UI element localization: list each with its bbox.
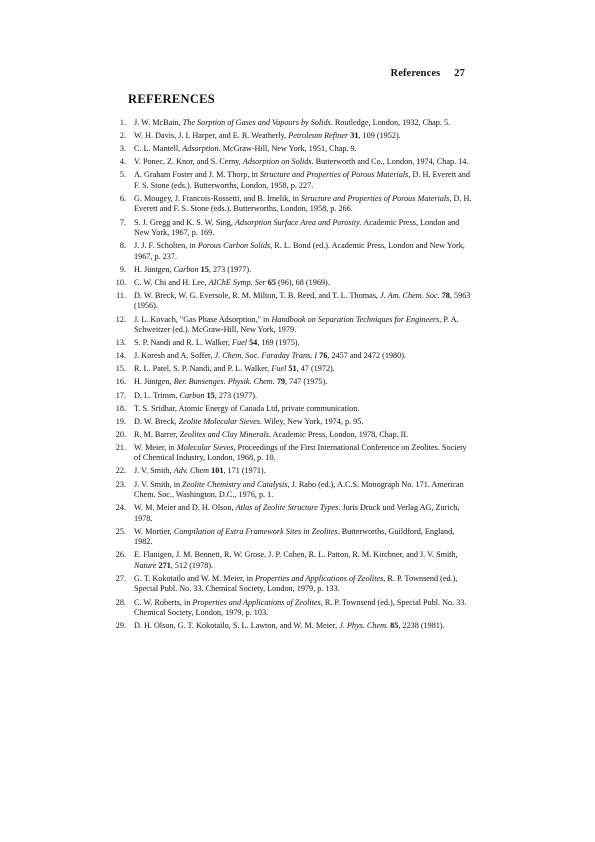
reference-text: , 109 (1952). — [358, 131, 401, 141]
reference-number: 18. — [115, 403, 126, 413]
reference-text: T. S. Sridhar, Atomic Energy of Canada Ltd, private communication. — [134, 403, 360, 413]
reference-item — [108, 404, 472, 415]
reference-item — [108, 194, 472, 215]
reference-number: 11. — [116, 290, 126, 300]
reference-text: , Proceedings of the First International Conference on Zeolites. Society of Chemical Industry, London, 1968, p. 10. — [134, 442, 467, 463]
reference-text: . McGraw-Hill, New York, 1951, Chap. 9. — [218, 144, 357, 154]
reference-number: 5. — [119, 170, 126, 180]
reference-number: 17. — [115, 390, 126, 400]
reference-title: Petroleum Refiner — [288, 131, 349, 141]
reference-title: Adsorption — [182, 144, 219, 154]
reference-text: J. Koresh and A. Soffer, — [134, 351, 215, 361]
reference-volume: 31 — [350, 131, 359, 141]
reference-text: , 273 (1977). — [208, 264, 252, 274]
reference-text: J. L. Kovach, "Gas Phase Adsorption," in — [134, 314, 272, 324]
reference-text: , R. P. Townsend (ed.), Special Publ. No. 33. Chemical Society, London, 1979, p. 103. — [134, 597, 467, 618]
reference-title: Zeolites and Clay Minerals — [179, 429, 269, 439]
reference-text: , 5963 (1956). — [134, 290, 471, 311]
reference-item — [108, 527, 472, 548]
reference-text: V. Ponec, Z. Knor, and S. Cerny, — [134, 157, 243, 167]
reference-text: E. Flanigen, J. M. Bennett, R. W. Grose, J. P. Cohen, R. L. Patton, R. M. Kirchner, and J. V. Smith, — [134, 550, 458, 560]
reference-title: Carbon — [173, 264, 199, 274]
reference-item — [108, 377, 472, 388]
reference-item — [108, 170, 472, 191]
reference-number: 26. — [115, 550, 126, 560]
reference-item — [108, 364, 472, 375]
reference-text: J. W. McBain, — [134, 118, 183, 127]
reference-text: . Routledge, London, 1932, Chap. 5. — [330, 118, 451, 127]
reference-number: 8. — [119, 241, 126, 251]
reference-title: Adsorption Surface Area and Porosity — [235, 217, 360, 227]
reference-text: . Butterworth and Co., London, 1974, Chap. 14. — [311, 157, 469, 167]
reference-title: The Sorption of Gases and Vapours by Solids — [182, 118, 331, 127]
reference-title: AIChE Symp. Ser — [208, 277, 266, 287]
reference-text: J. V. Smith, — [134, 466, 174, 476]
reference-title: Molecular Sieves — [176, 442, 234, 452]
reference-text: H. Jüntgen, — [134, 264, 174, 274]
reference-number: 21. — [115, 442, 126, 452]
reference-text: , 2238 (1981). — [398, 621, 445, 631]
reference-text: G. Mougey, J. Francois-Rossetti, and B. Imelik, in — [134, 193, 301, 203]
reference-volume: 79 — [276, 377, 285, 387]
reference-item — [108, 550, 472, 571]
reference-volume: 271 — [158, 560, 171, 570]
reference-text: , 171 (1971). — [223, 466, 266, 476]
reference-text: S. P. Nandi and R. L. Walker, — [134, 338, 233, 348]
running-head-section: References — [390, 68, 441, 79]
reference-title: Fuel — [271, 364, 287, 374]
reference-item — [108, 218, 472, 239]
reference-volume: 15 — [206, 390, 215, 400]
reference-item — [108, 291, 472, 312]
reference-title: Carbon — [179, 390, 205, 400]
reference-title: Zeolite Chemistry and Catalysis — [182, 479, 288, 489]
reference-number: 1. — [119, 118, 126, 127]
reference-volume: 76 — [319, 351, 328, 361]
reference-text: C. W. Chi and H. Lee, — [134, 277, 209, 287]
reference-item — [108, 466, 472, 477]
reference-text: H. Jüntgen, — [134, 377, 174, 387]
reference-text: , D. H. Everett and F. S. Stone (eds.). Butterworths, London, 1958, p. 227. — [134, 170, 470, 190]
reference-title: Porous Carbon Solids — [197, 241, 271, 251]
reference-number: 14. — [115, 351, 126, 361]
reference-text: , 2457 and 2472 (1980). — [327, 351, 406, 361]
reference-number: 29. — [115, 621, 126, 631]
reference-text: . Academic Press, London and New York, 1967, p. 169. — [134, 217, 460, 238]
reference-item — [108, 598, 472, 619]
reference-item — [108, 621, 472, 632]
reference-title: Adv. Chem — [173, 466, 210, 476]
reference-text: , R. L. Bond (ed.). Academic Press, London and New York, 1967, p. 237. — [134, 241, 465, 261]
reference-text: (96), 68 (1969). — [275, 277, 330, 287]
reference-title: Properties and Applications of Zeolites — [255, 573, 384, 583]
running-head — [391, 68, 465, 79]
reference-text: W. Meier, in — [134, 442, 177, 452]
reference-text: W. M. Meier and D. H. Olson, — [134, 503, 236, 513]
reference-number: 4. — [119, 157, 126, 167]
reference-volume: 85 — [390, 621, 399, 631]
reference-text: D. H. Olson, G. T. Kokotailo, S. L. Lawton, and W. M. Meier, — [134, 621, 340, 631]
reference-item — [108, 391, 472, 402]
reference-text: R. L. Patel, S. P. Nandi, and P. L. Walker, — [134, 364, 272, 374]
reference-title: Structure and Properties of Porous Materials — [300, 193, 450, 203]
reference-text: W. H. Davis, J. I. Harper, and E. R. Weatherly, — [134, 131, 289, 141]
reference-text: . Academic Press, London, 1978, Chap. II. — [268, 429, 409, 439]
reference-text: , 47 (1972). — [296, 364, 335, 374]
reference-number: 10. — [115, 277, 126, 287]
reference-number: 15. — [115, 364, 126, 374]
reference-number: 2. — [119, 131, 126, 141]
reference-text: D. W. Breck, — [134, 416, 179, 426]
reference-title: J. Chem. Soc. Faraday Trans. I — [214, 351, 318, 361]
reference-number: 7. — [119, 217, 126, 227]
reference-item — [108, 131, 472, 142]
reference-title: Fuel — [232, 338, 248, 348]
reference-number: 20. — [115, 429, 126, 439]
references-heading: REFERENCES — [128, 92, 216, 106]
reference-title: Ber. Bunsenges. Physik. Chem. — [173, 377, 275, 387]
reference-number: 23. — [115, 479, 126, 489]
reference-title: Nature — [134, 560, 157, 570]
reference-number: 27. — [115, 573, 126, 583]
reference-title: Zeolite Molecular Sieves — [178, 416, 260, 426]
reference-item — [108, 430, 472, 441]
reference-item — [108, 503, 472, 524]
reference-title: J. Am. Chem. Soc. — [379, 290, 440, 300]
reference-number: 13. — [115, 338, 126, 348]
reference-item — [108, 338, 472, 349]
reference-text: , 273 (1977). — [214, 390, 258, 400]
reference-number: 9. — [119, 264, 126, 274]
reference-text: R. M. Barrer, — [134, 429, 180, 439]
reference-volume: 51 — [288, 364, 297, 374]
reference-number: 3. — [119, 144, 126, 154]
reference-number: 6. — [119, 193, 126, 203]
reference-item — [108, 265, 472, 276]
reference-text: , 512 (1978). — [170, 560, 214, 570]
reference-number: 24. — [115, 503, 126, 513]
reference-text: G. T. Kokotailo and W. M. Meier, in — [134, 573, 256, 583]
reference-text: J. V. Smith, in — [134, 479, 183, 489]
reference-item — [108, 574, 472, 595]
reference-title: Handbook on Separation Techniques for Engineers — [271, 314, 440, 324]
reference-volume: 101 — [211, 466, 224, 476]
reference-number: 19. — [115, 416, 126, 426]
reference-text: , R. P. Townsend (ed.), Special Publ. No. 33. Chemical Society, London, 1979, p. 133. — [134, 573, 458, 594]
reference-text: . Butterworths, Guildford, England, 1982. — [134, 526, 455, 547]
reference-item — [108, 241, 472, 262]
reference-title: Structure and Properties of Porous Materials — [259, 170, 409, 180]
reference-item — [108, 144, 472, 155]
reference-item — [108, 417, 472, 428]
reference-volume: 54 — [249, 338, 258, 348]
reference-text: , J. Rabo (ed.), A.C.S. Monograph No. 171. American Chem. Soc., Washington, D.C., 1976, p. 1. — [134, 479, 464, 500]
reference-item — [108, 315, 472, 336]
reference-volume: 65 — [267, 277, 276, 287]
reference-text: , 169 (1975). — [257, 338, 300, 348]
page-number: 27 — [454, 68, 465, 79]
reference-text: A. Graham Foster and J. M. Thorp, in — [134, 170, 260, 180]
reference-item — [108, 443, 472, 464]
reference-title: J. Phys. Chem. — [339, 621, 389, 631]
reference-text: , P. A. Schweitzer (ed.). McGraw-Hill, New York, 1979. — [134, 314, 459, 335]
reference-text: W. Mortier, — [134, 526, 174, 536]
reference-text: C. L. Mantell, — [134, 144, 183, 154]
reference-item — [108, 278, 472, 289]
reference-text: D. L. Trimm, — [134, 390, 180, 400]
reference-item — [108, 157, 472, 168]
reference-number: 22. — [115, 466, 126, 476]
reference-text: . Wiley, New York, 1974, p. 95. — [259, 416, 364, 426]
reference-text: D. W. Breck, W. G. Eversole, R. M. Milton, T. B. Reed, and T. L. Thomas, — [134, 290, 380, 300]
reference-title: Compilation of Extra Framework Sites in Zeolites — [173, 526, 338, 536]
reference-item — [108, 480, 472, 501]
reference-number: 28. — [115, 597, 126, 607]
reference-text: J. J. F. Scholten, in — [134, 241, 198, 251]
reference-title: Adsorption on Solids — [242, 157, 312, 167]
reference-text: . Juris Druck und Verlag AG, Zurich, 1978. — [134, 503, 460, 523]
reference-title: Atlas of Zeolite Structure Types — [235, 503, 339, 513]
reference-number: 16. — [115, 377, 126, 387]
reference-text: , 747 (1975). — [285, 377, 328, 387]
reference-volume: 15 — [200, 264, 209, 274]
reference-list — [108, 118, 472, 634]
reference-title: Properties and Applications of Zeolites — [192, 597, 321, 607]
reference-item — [108, 118, 472, 129]
reference-text: C. W. Roberts, in — [134, 597, 193, 607]
reference-number: 12. — [115, 314, 126, 324]
reference-volume: 78 — [441, 290, 450, 300]
reference-number: 25. — [115, 526, 126, 536]
reference-item — [108, 351, 472, 362]
reference-text: , D. H. Everett and F. S. Stone (eds.). Butterworths, London, 1958, p. 266. — [134, 193, 472, 214]
reference-text: S. J. Gregg and K. S. W. Sing, — [134, 217, 235, 227]
